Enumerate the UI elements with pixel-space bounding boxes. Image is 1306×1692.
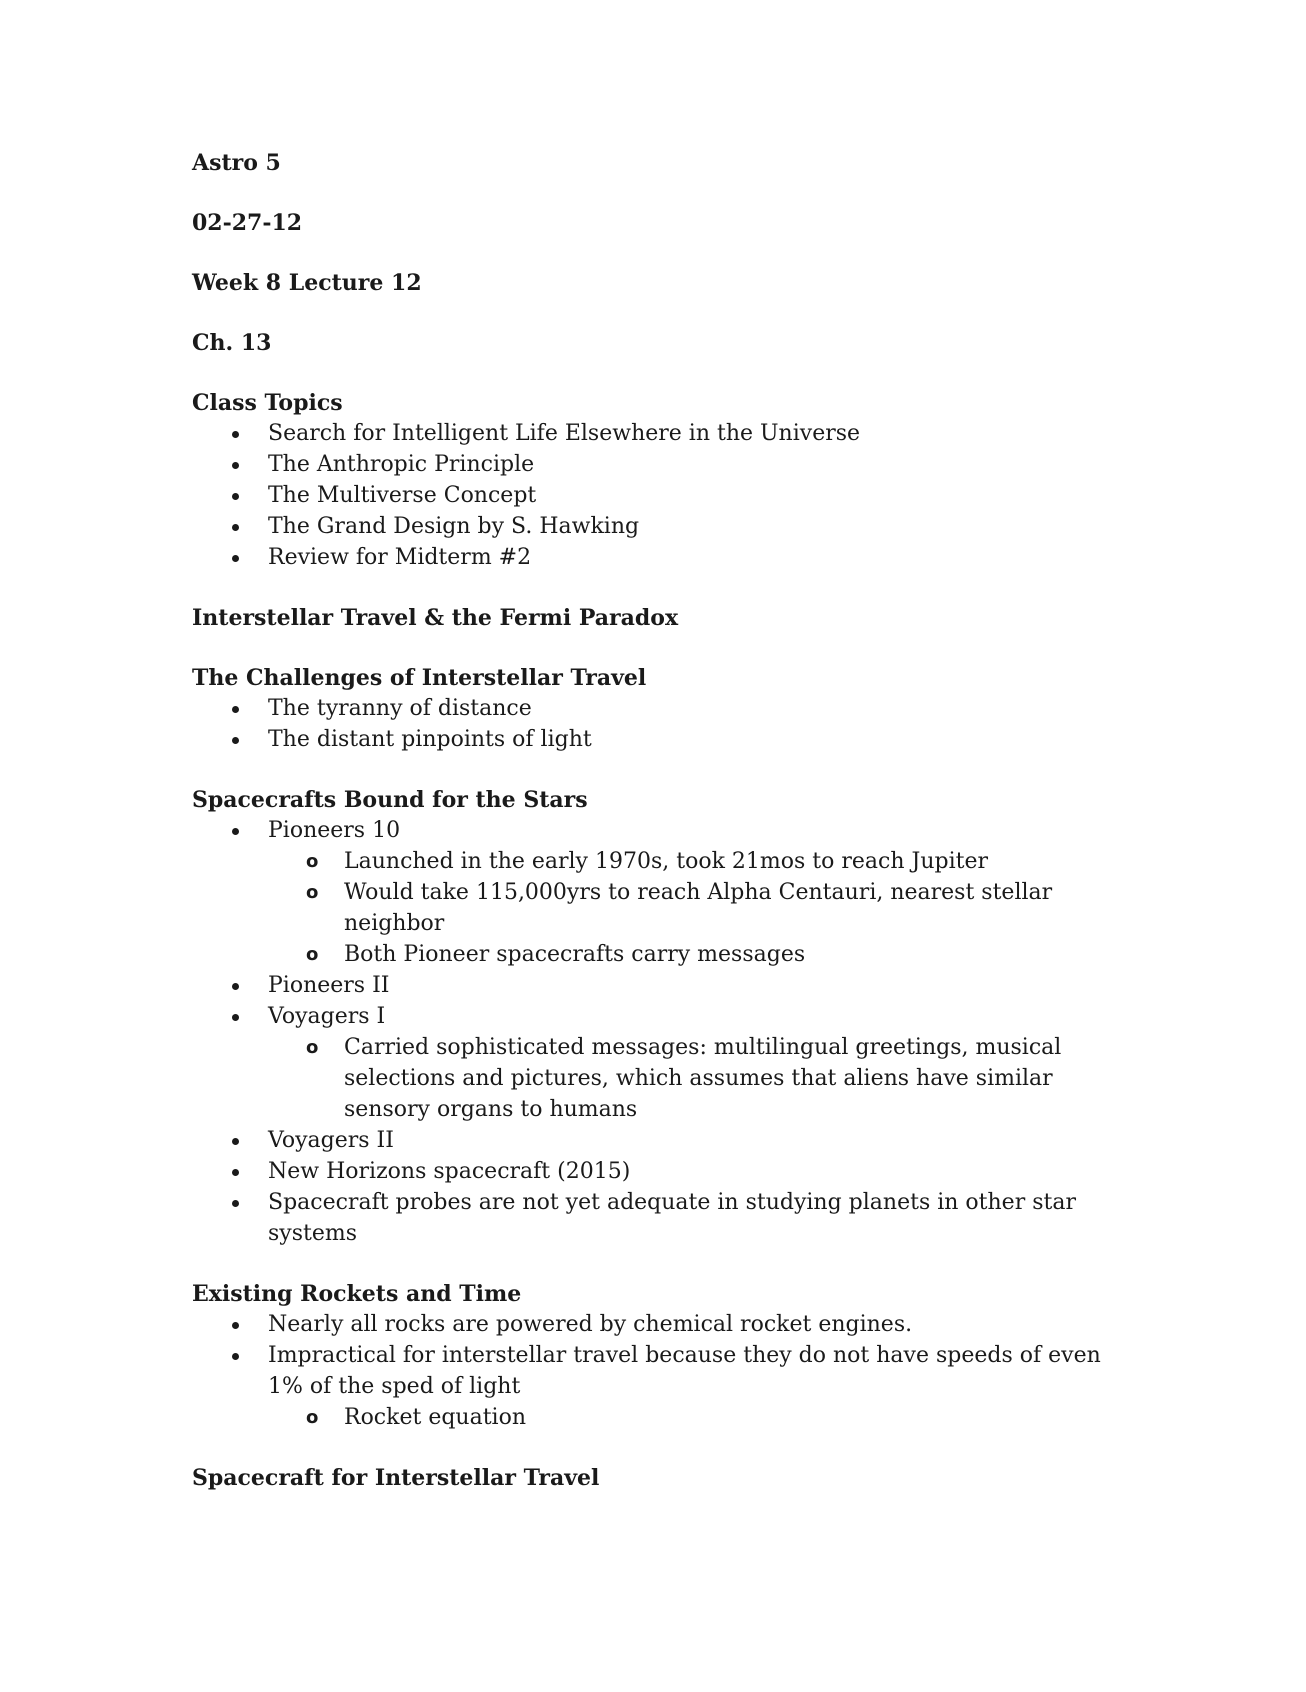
- list-item-text: The distant pinpoints of light: [268, 727, 592, 752]
- list-item: [192, 449, 1132, 480]
- spacecrafts-heading: Spacecrafts Bound for the Stars: [192, 787, 588, 813]
- sub-list-item-text: Launched in the early 1970s, took 21mos to reach Jupiter: [344, 849, 988, 874]
- list-item: [192, 1156, 1132, 1187]
- list-item: [192, 1309, 1132, 1340]
- sub-list-item: [192, 1032, 1132, 1125]
- list-item: [192, 1125, 1132, 1156]
- bullet-icon: [232, 524, 239, 531]
- list-item-text: Pioneers II: [268, 973, 390, 998]
- list-item: [192, 480, 1132, 511]
- list-item-text: The tyranny of distance: [268, 696, 532, 721]
- list-item-text: Impractical for interstellar travel because they do not have speeds of even 1% of the sped of light: [268, 1343, 1101, 1399]
- list-item: [192, 511, 1132, 542]
- challenges-list: [192, 693, 1132, 755]
- lecture-date: 02-27-12: [192, 210, 303, 236]
- sub-bullet-icon: o: [306, 851, 319, 872]
- challenges-heading: The Challenges of Interstellar Travel: [192, 665, 647, 691]
- sub-bullet-icon: o: [306, 1407, 319, 1428]
- list-item-text: The Anthropic Principle: [268, 452, 535, 477]
- sub-bullet-icon: o: [306, 1037, 319, 1058]
- spacecrafts-list: [192, 815, 1132, 1249]
- list-item: [192, 418, 1132, 449]
- bullet-icon: [232, 1014, 239, 1021]
- list-item-text: Nearly all rocks are powered by chemical rocket engines.: [268, 1312, 913, 1337]
- bullet-icon: [232, 1200, 239, 1207]
- list-item: [192, 970, 1132, 1001]
- sub-list-item: [192, 877, 1132, 939]
- list-item-text: The Multiverse Concept: [268, 483, 537, 508]
- sub-list-item: [192, 1402, 1132, 1433]
- bullet-icon: [232, 1169, 239, 1176]
- chapter-ref: Ch. 13: [192, 330, 272, 356]
- list-item: [192, 1001, 1132, 1125]
- bullet-icon: [232, 983, 239, 990]
- rockets-list: [192, 1309, 1132, 1433]
- bullet-icon: [232, 493, 239, 500]
- sub-list: [268, 1402, 1132, 1433]
- sub-list-item-text: Would take 115,000yrs to reach Alpha Centauri, nearest stellar neighbor: [344, 880, 1053, 936]
- lecture-number: Week 8 Lecture 12: [192, 270, 422, 296]
- list-item: [192, 815, 1132, 970]
- bullet-icon: [232, 706, 239, 713]
- sub-list: [268, 1032, 1132, 1125]
- bullet-icon: [232, 737, 239, 744]
- interstellar-craft-heading: Spacecraft for Interstellar Travel: [192, 1465, 600, 1491]
- bullet-icon: [232, 1138, 239, 1145]
- list-item-text: The Grand Design by S. Hawking: [268, 514, 640, 539]
- sub-list-item-text: Rocket equation: [344, 1405, 526, 1430]
- course-title: Astro 5: [192, 150, 281, 176]
- class-topics-list: [192, 418, 1132, 573]
- bullet-icon: [232, 431, 239, 438]
- sub-list: [268, 846, 1132, 970]
- bullet-icon: [232, 1353, 239, 1360]
- bullet-icon: [232, 555, 239, 562]
- sub-bullet-icon: o: [306, 944, 319, 965]
- list-item: [192, 1187, 1132, 1249]
- rockets-heading: Existing Rockets and Time: [192, 1281, 522, 1307]
- list-item: [192, 724, 1132, 755]
- bullet-icon: [232, 828, 239, 835]
- list-item-text: Pioneers 10: [268, 818, 401, 843]
- bullet-icon: [232, 462, 239, 469]
- sub-list-item: [192, 846, 1132, 877]
- list-item-text: Search for Intelligent Life Elsewhere in the Universe: [268, 421, 861, 446]
- sub-list-item-text: Carried sophisticated messages: multilingual greetings, musical selections and pictures, which assumes that aliens have similar sensory organs to humans: [344, 1035, 1062, 1122]
- bullet-icon: [232, 1322, 239, 1329]
- sub-bullet-icon: o: [306, 882, 319, 903]
- sub-list-item-text: Both Pioneer spacecrafts carry messages: [344, 942, 806, 967]
- list-item-text: Review for Midterm #2: [268, 545, 532, 570]
- list-item-text: Voyagers II: [268, 1128, 394, 1153]
- list-item-text: Spacecraft probes are not yet adequate in studying planets in other star systems: [268, 1190, 1076, 1246]
- list-item-text: New Horizons spacecraft (2015): [268, 1159, 631, 1184]
- document-page: [192, 148, 1132, 1493]
- sub-list-item: [192, 939, 1132, 970]
- list-item-text: Voyagers I: [268, 1004, 386, 1029]
- list-item: [192, 1340, 1132, 1433]
- list-item: [192, 693, 1132, 724]
- fermi-heading: Interstellar Travel & the Fermi Paradox: [192, 605, 679, 631]
- list-item: [192, 542, 1132, 573]
- class-topics-heading: Class Topics: [192, 390, 343, 416]
